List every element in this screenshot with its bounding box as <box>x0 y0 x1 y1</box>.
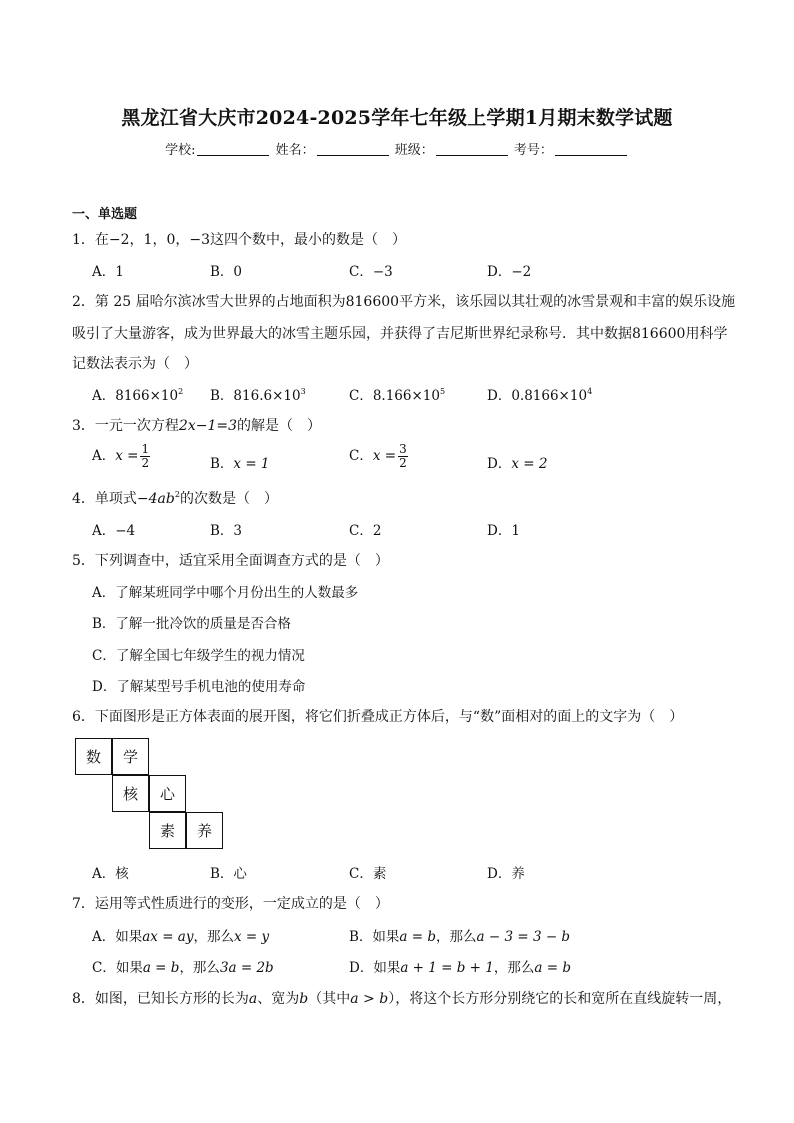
q5-option-b[interactable]: B．了解一批冷饮的质量是否合格 <box>92 616 291 632</box>
question-2-line-3: 记数法表示为（ ） <box>72 356 198 372</box>
cube-net-figure <box>75 738 225 850</box>
question-4-stem: 4．单项式$-4ab^2$的次数是（ ） <box>72 490 278 507</box>
school-label: 学校: <box>165 143 196 158</box>
q7-option-b[interactable]: B．如果a = b，那么a − 3 = 3 − b <box>349 929 571 945</box>
q7-option-d[interactable]: D．如果a + 1 = b + 1，那么a = b <box>349 960 571 976</box>
q5-option-a[interactable]: A．了解某班同学中哪个月份出生的人数最多 <box>92 585 359 601</box>
exam-number-label: 考号： <box>513 143 553 158</box>
q6-option-a[interactable]: A．核 <box>92 866 129 882</box>
name-field[interactable] <box>317 143 389 156</box>
q4-option-b[interactable]: B．3 <box>210 523 243 539</box>
section-heading: 一、单选题 <box>72 207 138 222</box>
school-field[interactable] <box>197 143 269 156</box>
q3-option-a[interactable]: A．x = $\frac{1}{2}$ <box>92 442 150 470</box>
net-face-xue: 学 <box>112 738 149 775</box>
question-8-stem: 8．如图，已知长方形的长为a、宽为b（其中a > b），将这个长方形分别绕它的长和宽所在直线旋转一周， <box>72 991 732 1007</box>
q2-option-d[interactable]: D．$0.8166\times 10^4$ <box>487 387 593 404</box>
exam-number-field[interactable] <box>555 143 627 156</box>
q1-option-a[interactable]: A．1 <box>92 264 124 280</box>
question-1-stem: 1．在−2，1，0，−3这四个数中，最小的数是（ ） <box>72 232 406 248</box>
fraction: $\frac{1}{2}$ <box>141 442 150 470</box>
page-title: 黑龙江省大庆市2024-2025学年七年级上学期1月期末数学试题 <box>121 107 673 129</box>
q2-option-a[interactable]: A．$8166\times 10^2$ <box>92 387 184 404</box>
class-field[interactable] <box>436 143 508 156</box>
q5-option-d[interactable]: D．了解某型号手机电池的使用寿命 <box>92 679 306 695</box>
q6-option-b[interactable]: B．心 <box>210 866 247 882</box>
q7-option-a[interactable]: A．如果ax = ay，那么x = y <box>92 929 270 945</box>
fraction: $\frac{3}{2}$ <box>399 442 407 470</box>
net-face-he: 核 <box>112 775 149 812</box>
net-face-yang: 养 <box>186 812 223 849</box>
question-6-stem: 6．下面图形是正方体表面的展开图，将它们折叠成正方体后，与“数”面相对的面上的文字为（ ） <box>72 709 684 725</box>
q7-option-c[interactable]: C．如果a = b，那么3a = 2b <box>92 960 274 976</box>
q1-option-b[interactable]: B．0 <box>210 264 243 280</box>
question-3-stem: 3．一元一次方程2x−1=3的解是（ ） <box>72 418 321 434</box>
q3-option-b[interactable]: B．x = 1 <box>210 456 270 472</box>
q6-option-c[interactable]: C．素 <box>349 866 387 882</box>
name-label: 姓名： <box>275 143 315 158</box>
net-face-su: 素 <box>149 812 186 849</box>
q3-option-d[interactable]: D．x = 2 <box>487 456 548 472</box>
q5-option-c[interactable]: C．了解全国七年级学生的视力情况 <box>92 648 305 664</box>
net-face-xin: 心 <box>149 775 186 812</box>
class-label: 班级： <box>394 143 434 158</box>
net-face-shu: 数 <box>75 738 112 775</box>
q4-option-d[interactable]: D．1 <box>487 523 520 539</box>
question-2-line-1: 2．第 25 届哈尔滨冰雪大世界的占地面积为816600平方米，该乐园以其壮观的冰雪景观和丰富的娱乐设施 <box>72 294 736 310</box>
student-info-line <box>0 139 794 158</box>
q2-option-b[interactable]: B．$816.6\times 10^3$ <box>210 387 306 404</box>
q1-option-c[interactable]: C．−3 <box>349 264 393 280</box>
question-5-stem: 5．下列调查中，适宜采用全面调查方式的是（ ） <box>72 553 389 569</box>
q6-option-d[interactable]: D．养 <box>487 866 525 882</box>
q4-option-a[interactable]: A．−4 <box>92 523 136 539</box>
q1-option-d[interactable]: D．−2 <box>487 264 532 280</box>
q4-option-c[interactable]: C．2 <box>349 523 382 539</box>
question-2-line-2: 吸引了大量游客，成为世界最大的冰雪主题乐园，并获得了吉尼斯世界纪录称号．其中数据816600用科学 <box>72 326 728 342</box>
q3-option-c[interactable]: C．x = $\frac{3}{2}$ <box>349 442 407 470</box>
question-7-stem: 7．运用等式性质进行的变形，一定成立的是（ ） <box>72 896 389 912</box>
q2-option-c[interactable]: C．$8.166\times 10^5$ <box>349 387 446 404</box>
